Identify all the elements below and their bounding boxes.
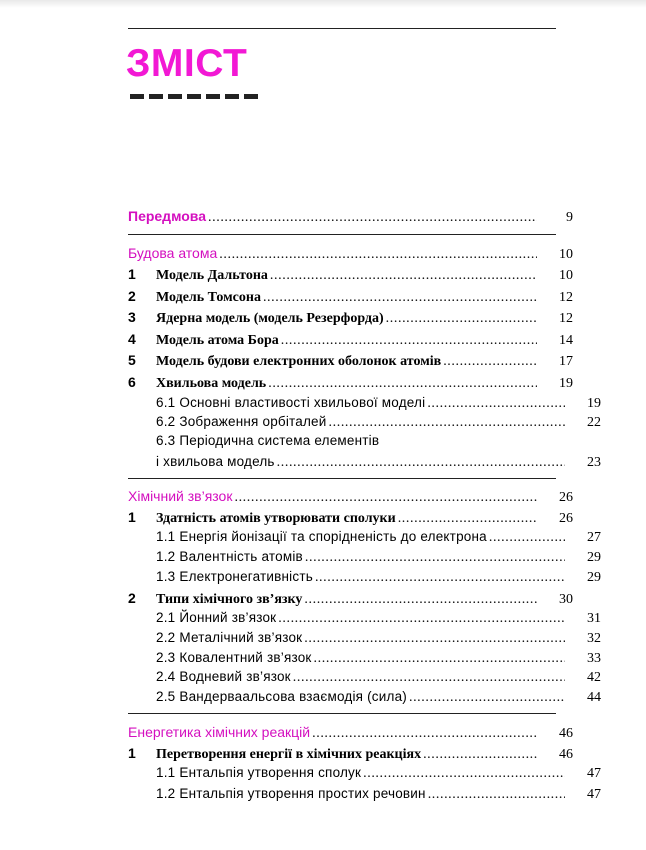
leader-dots: [268, 266, 537, 286]
section-divider: [128, 234, 556, 235]
chapter-number: 1: [128, 745, 136, 761]
leader-dots: [261, 288, 537, 308]
toc-chapter[interactable]: [128, 350, 573, 370]
toc-entry-label: Металічний зв’язок: [179, 630, 303, 645]
leader-dots: [206, 208, 537, 228]
toc-subsection[interactable]: [128, 527, 601, 547]
toc-page-number: 44: [587, 690, 601, 705]
toc-entry-label: Ковалентний зв’язок: [179, 650, 312, 665]
toc-subsection[interactable]: [128, 431, 601, 451]
toc-page-number: 26: [559, 490, 573, 505]
toc-subsection[interactable]: [128, 687, 601, 707]
toc-entry-label: Вандерваальсова взаємодія (сила): [179, 689, 407, 704]
toc-page-number: 26: [559, 511, 573, 526]
toc-entry-label: Періодична система елементів: [179, 433, 380, 448]
toc-entry-label: Модель Томсона: [156, 290, 261, 305]
toc-page-number: 29: [587, 570, 601, 585]
leader-dots: [275, 453, 565, 473]
leader-dots: [310, 724, 537, 744]
leader-dots: [396, 509, 537, 529]
toc-page-number: 33: [587, 651, 601, 666]
toc-entry-label: Хімічний зв’язок: [128, 488, 233, 504]
subsection-number: 1.2: [156, 786, 176, 801]
toc-entry-label: Хвильова модель: [156, 376, 267, 391]
subsection-number: 1.3: [156, 569, 176, 584]
toc-entry-label: Йонний зв’язок: [179, 610, 277, 625]
toc-page-number: 9: [566, 210, 573, 225]
toc-chapter[interactable]: [128, 329, 573, 349]
toc-entry-label: Передмова: [128, 208, 207, 224]
leader-dots: [232, 488, 537, 508]
leader-dots: [425, 394, 565, 414]
chapter-number: 3: [128, 309, 136, 325]
subsection-number: 1.1: [156, 529, 176, 544]
toc-page-number: 19: [559, 376, 573, 391]
toc-entry-label: Енергія йонізації та спорідненість до електрона: [179, 529, 487, 544]
toc-entry-label: Типи хімічного зв’язку: [156, 592, 303, 607]
toc-page-number: 46: [559, 726, 573, 741]
subsection-number: 6.2: [156, 414, 176, 429]
toc-page-number: 19: [587, 396, 601, 411]
toc-entry-label: Ентальпія утворення простих речовин: [179, 786, 426, 801]
toc-section-chemical-bond[interactable]: [128, 486, 573, 506]
toc-page-number: 22: [587, 415, 601, 430]
toc-subsection[interactable]: [128, 763, 601, 783]
toc-page-number: 29: [587, 550, 601, 565]
toc-page-number: 46: [559, 747, 573, 762]
leader-dots: [327, 413, 565, 433]
subsection-number: 2.1: [156, 610, 176, 625]
toc-section-reaction-energetics[interactable]: [128, 722, 573, 742]
leader-dots: [407, 688, 565, 708]
leader-dots: [302, 590, 537, 610]
leader-dots: [441, 352, 537, 372]
toc-subsection[interactable]: [128, 628, 601, 648]
chapter-number: 4: [128, 331, 136, 347]
toc-subsection-continuation[interactable]: [128, 452, 601, 472]
toc-entry-label: Ентальпія утворення сполук: [179, 765, 362, 780]
toc-subsection[interactable]: [128, 547, 601, 567]
toc-subsection[interactable]: [128, 648, 601, 668]
section-divider: [128, 713, 556, 714]
toc-subsection[interactable]: [128, 667, 601, 687]
chapter-number: 2: [128, 590, 136, 606]
chapter-number: 1: [128, 509, 136, 525]
toc-entry-label: Ядерна модель (модель Резерфорда): [156, 311, 384, 326]
toc-subsection[interactable]: [128, 784, 601, 804]
toc-entry-label: Будова атома: [128, 245, 218, 261]
leader-dots: [313, 568, 565, 588]
subsection-number: 6.1: [156, 395, 176, 410]
leader-dots: [384, 309, 537, 329]
toc-page-number: 47: [587, 787, 601, 802]
toc-entry-label: Перетворення енергії в хімічних реакціях: [156, 747, 422, 762]
toc-chapter[interactable]: [128, 264, 573, 284]
leader-dots: [291, 668, 565, 688]
chapter-number: 2: [128, 288, 136, 304]
leader-dots: [312, 649, 565, 669]
leader-dots: [487, 528, 565, 548]
leader-dots: [279, 331, 537, 351]
toc-page-number: 30: [559, 592, 573, 607]
toc-page-number: 27: [587, 530, 601, 545]
toc-entry-label: Енергетика хімічних реакцій: [128, 724, 311, 740]
toc-chapter[interactable]: [128, 307, 573, 327]
subsection-number: 2.4: [156, 669, 176, 684]
section-divider: [128, 478, 556, 479]
page-title: ЗМІСТ: [126, 42, 248, 85]
toc-page-number: 47: [587, 766, 601, 781]
chapter-number: 5: [128, 352, 136, 368]
leader-dots: [302, 629, 565, 649]
toc-page-number: 17: [559, 354, 573, 369]
toc-page-number: 14: [559, 333, 573, 348]
toc-subsection[interactable]: [128, 567, 601, 587]
toc-chapter[interactable]: [128, 286, 573, 306]
toc-page-number: 42: [587, 670, 601, 685]
toc-entry-label: і хвильова модель: [156, 454, 275, 469]
leader-dots: [361, 764, 565, 784]
toc-entry-label: Водневий зв’язок: [179, 669, 291, 684]
toc-page-number: 10: [559, 268, 573, 283]
toc-chapter[interactable]: [128, 743, 573, 763]
subsection-number: 1.2: [156, 549, 176, 564]
toc-subsection[interactable]: [128, 412, 601, 432]
toc-entry-label: Електронегативність: [179, 569, 313, 584]
leader-dots: [276, 609, 565, 629]
toc-chapter[interactable]: [128, 372, 573, 392]
toc-page-number: 10: [559, 247, 573, 262]
chapter-number: 1: [128, 266, 136, 282]
leader-dots: [421, 745, 537, 765]
toc-entry-label: Зображення орбіталей: [179, 414, 327, 429]
toc-page-number: 12: [559, 311, 573, 326]
toc-chapter[interactable]: [128, 588, 573, 608]
toc-entry-label: Здатність атомів утворювати сполуки: [156, 511, 396, 526]
leader-dots: [303, 548, 565, 568]
toc-entry-label: Основні властивості хвильової моделі: [179, 395, 426, 410]
toc-entry-label: Модель будови електронних оболонок атомів: [156, 354, 442, 369]
toc-page-number: 32: [587, 631, 601, 646]
subsection-number: 1.1: [156, 765, 176, 780]
toc-chapter[interactable]: [128, 507, 573, 527]
toc-page-number: 23: [587, 455, 601, 470]
toc-entry-label: Модель атома Бора: [156, 333, 279, 348]
toc-section-preface[interactable]: [128, 206, 573, 226]
leader-dots: [266, 374, 537, 394]
toc-subsection[interactable]: [128, 608, 601, 628]
subsection-number: 6.3: [156, 433, 176, 448]
toc-entry-label: Модель Дальтона: [156, 268, 268, 283]
leader-dots: [217, 245, 537, 265]
toc-entry-label: Валентність атомів: [179, 549, 303, 564]
chapter-number: 6: [128, 374, 136, 390]
toc-subsection[interactable]: [128, 393, 601, 413]
subsection-number: 2.3: [156, 650, 176, 665]
subsection-number: 2.5: [156, 689, 176, 704]
toc-page-number: 12: [559, 290, 573, 305]
subsection-number: 2.2: [156, 630, 176, 645]
leader-dots: [426, 785, 565, 805]
toc-page-number: 31: [587, 611, 601, 626]
toc-section-atom-structure[interactable]: [128, 243, 573, 263]
